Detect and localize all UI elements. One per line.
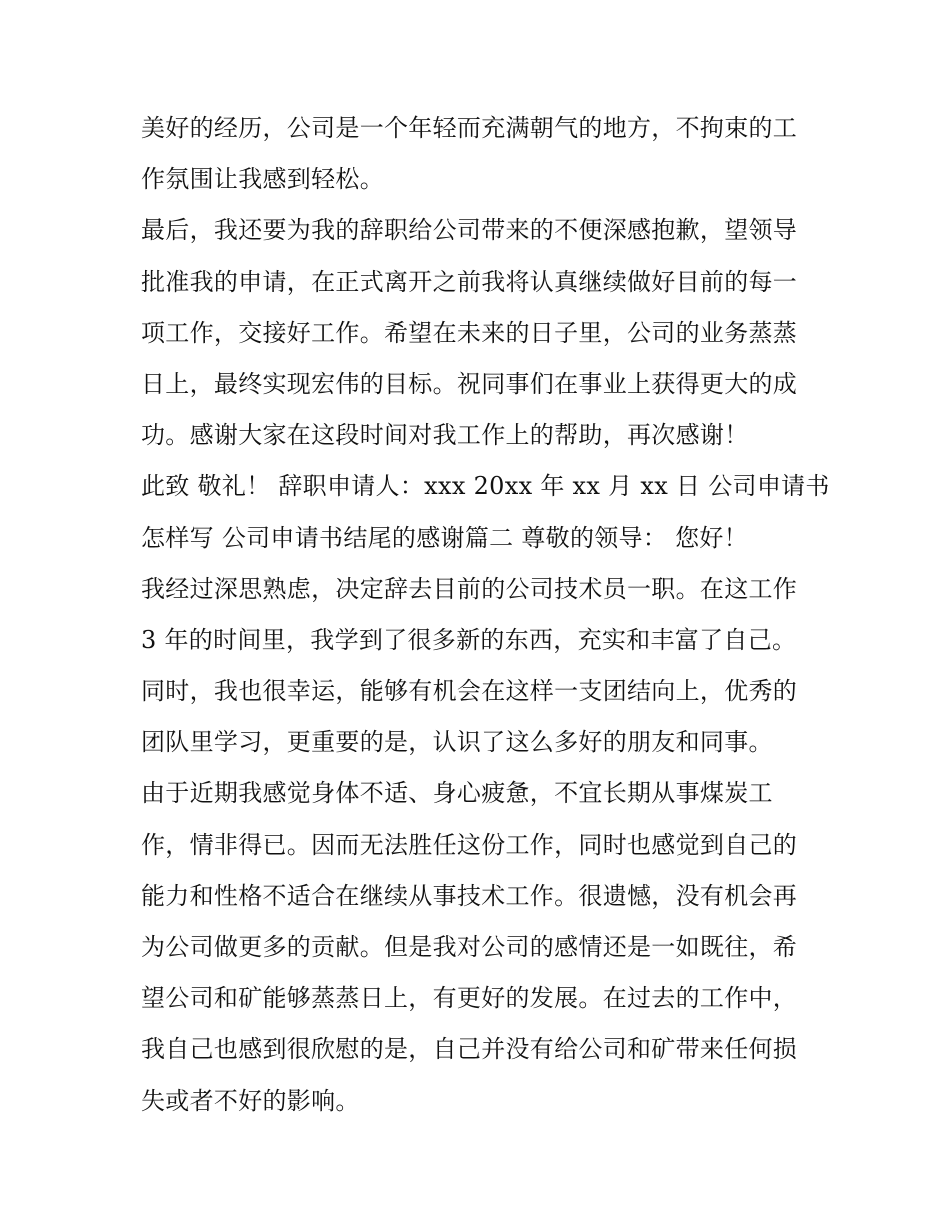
text-line: 我经过深思熟虑，决定辞去目前的公司技术员一职。在这工作 <box>141 574 798 603</box>
text-line: 美好的经历，公司是一个年轻而充满朝气的地方，不拘束的工 <box>141 114 798 142</box>
text-line: 失或者不好的影响。 <box>141 1086 360 1115</box>
text-line: 最后，我还要为我的辞职给公司带来的不便深感抱歉，望领导 <box>141 216 798 245</box>
text-line: 为公司做更多的贡献。但是我对公司的感情还是一如既往，希 <box>141 933 798 961</box>
text-line: 同时，我也很幸运，能够有机会在这样一支团结向上，优秀的 <box>141 677 798 706</box>
text-line: 功。感谢大家在这段时间对我工作上的帮助，再次感谢！ <box>141 421 749 450</box>
text-line: 作，情非得已。因而无法胜任这份工作，同时也感觉到自己的 <box>141 830 798 859</box>
text-line: 日上，最终实现宏伟的目标。祝同事们在事业上获得更大的成 <box>141 369 798 398</box>
text-line: 由于近期我感觉身体不适、身心疲惫，不宜长期从事煤炭工 <box>141 779 773 808</box>
text-line: 此致 敬礼！ 辞职申请人：xxx 20xx 年 xx 月 xx 日 公司申请书 <box>141 472 830 501</box>
text-line: 我自己也感到很欣慰的是，自己并没有给公司和矿带来任何损 <box>141 1035 798 1064</box>
text-line: 3 年的时间里，我学到了很多新的东西，充实和丰富了自己。 <box>141 625 797 654</box>
body-text <box>141 103 830 1127</box>
text-line: 批准我的申请，在正式离开之前我将认真继续做好目前的每一 <box>141 267 798 296</box>
text-line: 团队里学习，更重要的是，认识了这么多好的朋友和同事。 <box>141 728 773 757</box>
text-line: 望公司和矿能够蒸蒸日上，有更好的发展。在过去的工作中， <box>141 984 798 1013</box>
text-line: 项工作，交接好工作。希望在未来的日子里，公司的业务蒸蒸 <box>141 318 798 347</box>
text-line: 怎样写 公司申请书结尾的感谢篇二 尊敬的领导： 您好！ <box>141 523 748 552</box>
text-line: 作氛围让我感到轻松。 <box>141 165 384 194</box>
text-line: 能力和性格不适合在继续从事技术工作。很遗憾，没有机会再 <box>141 881 798 910</box>
